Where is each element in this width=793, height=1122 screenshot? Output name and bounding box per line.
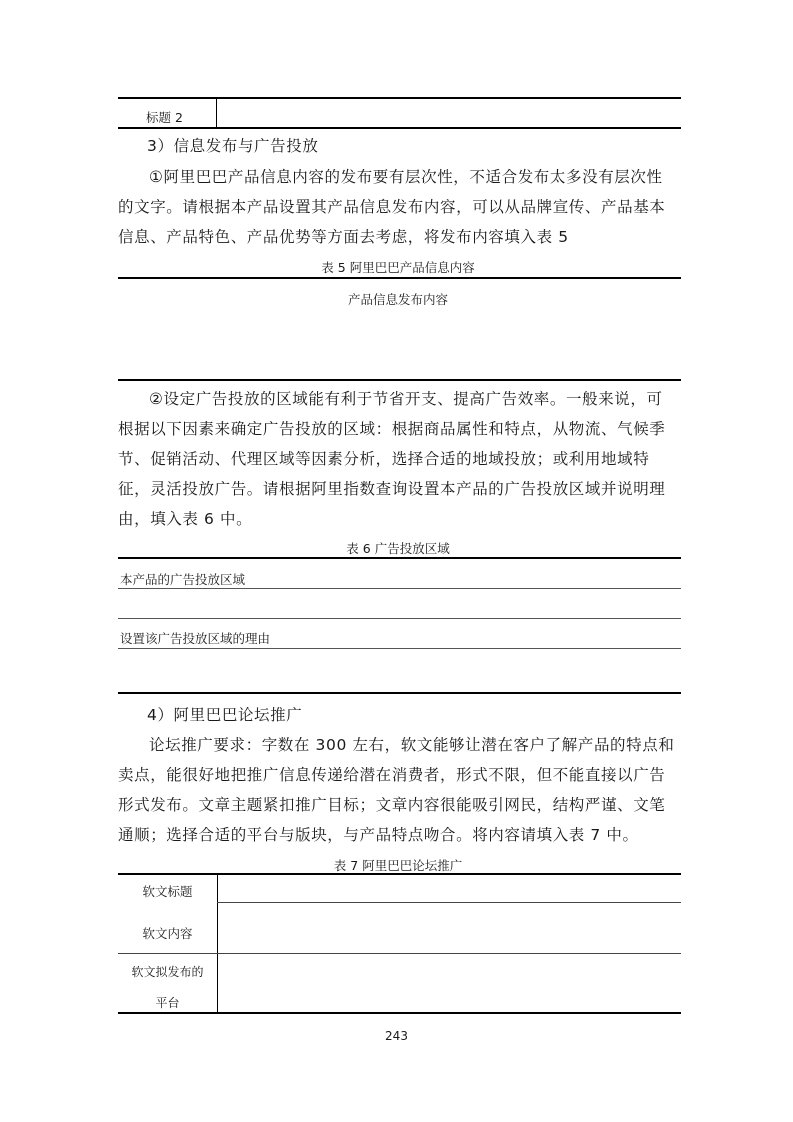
section3-paragraph-1: ①阿里巴巴产品信息内容的发布要有层次性，不适合发布太多没有层次性的文字。请根据本产品设置其产品信息发布内容，可以从品牌宣传、产品基本信息、产品特色、产品优势等方面去考虑，将发布内容填入表 5 [118, 168, 666, 246]
table5-caption: 表 5 阿里巴巴产品信息内容 [321, 260, 475, 275]
table6-rule-3 [118, 648, 681, 649]
table7-caption: 表 7 阿里巴巴论坛推广 [333, 858, 463, 873]
table6-top-rule [118, 557, 681, 559]
table5-header: 产品信息发布内容 [347, 292, 448, 307]
table7-row-title: 软文标题 [142, 884, 193, 899]
table7-rule-2 [118, 953, 681, 954]
table7-row-platform-line2: 平台 [155, 996, 180, 1010]
table6-row-ad-region: 本产品的广告投放区域 [120, 572, 246, 587]
table5-bottom-rule [118, 379, 681, 381]
top-table-divider [216, 97, 217, 127]
table7-bottom-rule [118, 1012, 681, 1014]
table7-row-content: 软文内容 [142, 926, 193, 941]
table6-caption: 表 6 广告投放区域 [346, 541, 450, 556]
section3-heading: 3）信息发布与广告投放 [147, 137, 319, 155]
table5-top-rule [118, 277, 681, 279]
top-table-bottom-rule [118, 127, 681, 129]
section4-paragraph: 论坛推广要求：字数在 300 左右，软文能够让潜在客户了解产品的特点和卖点，能很好地把推广信息传递给潜在消费者，形式不限，但不能直接以广告形式发布。文章主题紧扣推广目标；文章内容很能吸引网民，结构严谨、文笔通顺；选择合适的平台与版块，与产品特点吻合。将内容请填入表 7 中。 [118, 736, 675, 844]
table7-top-rule [118, 873, 681, 875]
table7-divider [217, 873, 218, 1013]
table7-rule-1 [217, 902, 681, 903]
table6-bottom-rule [118, 692, 681, 694]
top-table-row-label: 标题 2 [146, 110, 183, 125]
table7-row-platform-line1: 软文拟发布的 [131, 965, 204, 979]
table6-rule-1 [118, 588, 681, 589]
table6-row-reason: 设置该广告投放区域的理由 [120, 631, 271, 646]
section4-heading: 4）阿里巴巴论坛推广 [147, 706, 303, 724]
page-number: 243 [385, 1029, 408, 1043]
top-table-top-rule [118, 97, 681, 99]
section3-paragraph-2: ②设定广告投放的区域能有利于节省开支、提高广告效率。一般来说，可根据以下因素来确定广告投放的区域：根据商品属性和特点，从物流、气候季节、促销活动、代理区域等因素分析，选择合适的地域投放；或利用地域特征，灵活投放广告。请根据阿里指数查询设置本产品的广告投放区域并说明理由，填入表 6 中。 [118, 390, 666, 528]
table6-rule-2 [118, 618, 681, 619]
